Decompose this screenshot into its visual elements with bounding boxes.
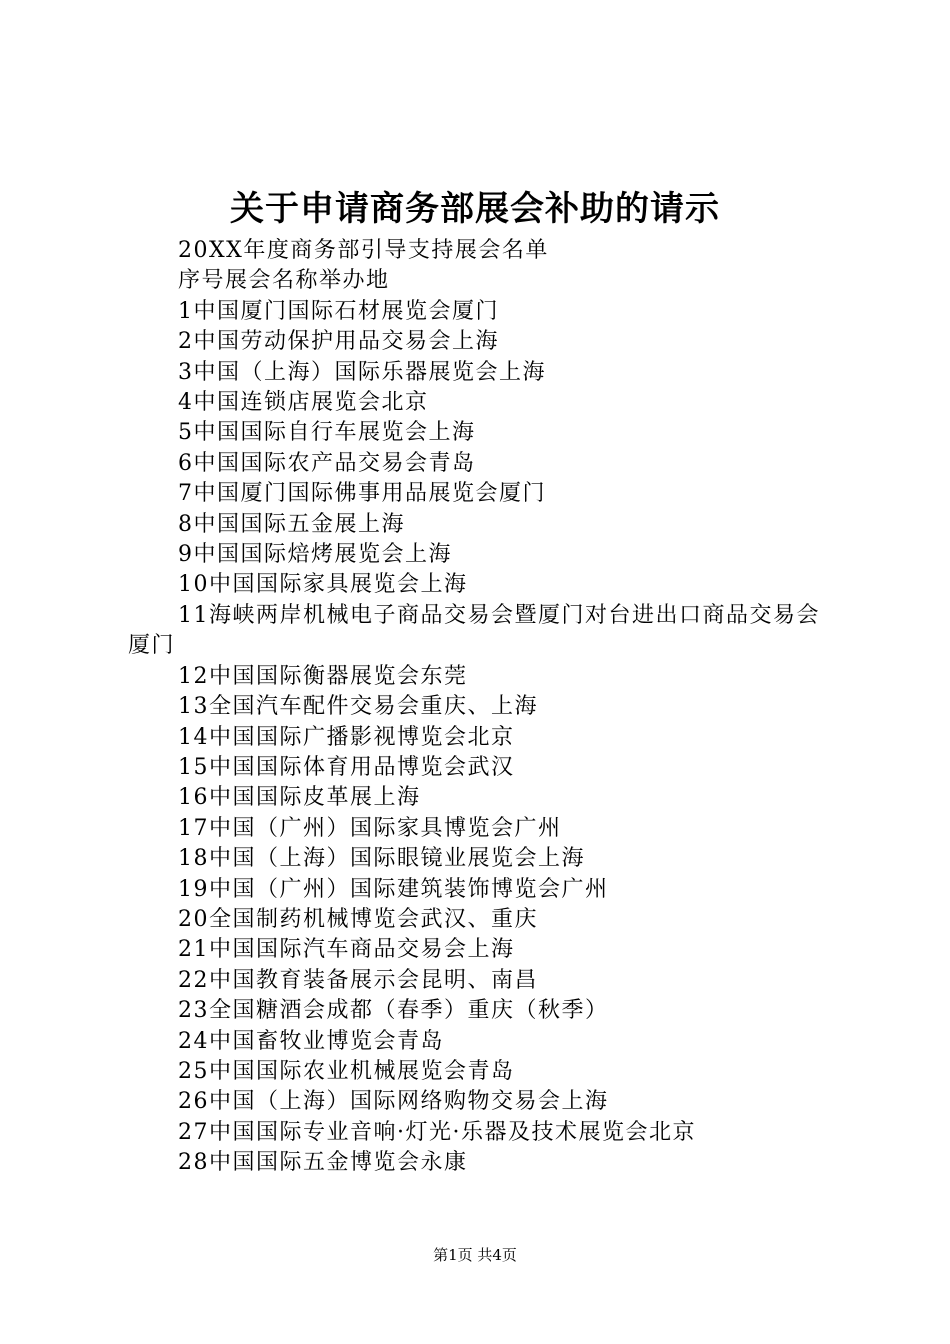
list-item: 13全国汽车配件交易会重庆、上海 (178, 694, 538, 720)
list-item: 28中国国际五金博览会永康 (178, 1150, 468, 1176)
list-item: 14中国国际广播影视博览会北京 (178, 724, 515, 750)
list-item: 26中国（上海）国际网络购物交易会上海 (178, 1089, 609, 1115)
page-footer: 第1页 共4页 (433, 1246, 517, 1264)
list-item: 19中国（广州）国际建筑装饰博览会广州 (178, 876, 609, 902)
list-item: 3中国（上海）国际乐器展览会上海 (178, 359, 546, 385)
list-item: 27中国国际专业音响·灯光·乐器及技术展览会北京 (178, 1119, 696, 1145)
list-item: 12中国国际衡器展览会东莞 (178, 663, 468, 689)
list-item: 11海峡两岸机械电子商品交易会暨厦门对台进出口商品交易会厦门 (128, 602, 820, 659)
list-item: 22中国教育装备展示会昆明、南昌 (178, 967, 538, 993)
list-item: 4中国连锁店展览会北京 (178, 390, 429, 416)
list-item: 18中国（上海）国际眼镜业展览会上海 (178, 846, 585, 872)
list-item: 24中国畜牧业博览会青岛 (178, 1028, 444, 1054)
list-item: 20XX年度商务部引导支持展会名单 (178, 238, 549, 263)
list-item: 1中国厦门国际石材展览会厦门 (178, 298, 499, 324)
list-item: 25中国国际农业机械展览会青岛 (178, 1058, 515, 1084)
list-item: 5中国国际自行车展览会上海 (178, 420, 476, 446)
list-item: 9中国国际焙烤展览会上海 (178, 542, 452, 568)
list-item: 15中国国际体育用品博览会武汉 (178, 754, 515, 780)
document-body (128, 236, 838, 1179)
list-item: 20全国制药机械博览会武汉、重庆 (178, 906, 538, 932)
list-item: 8中国国际五金展上海 (178, 511, 405, 537)
list-item: 16中国国际皮革展上海 (178, 785, 421, 811)
list-item: 序号展会名称举办地 (178, 268, 390, 294)
list-item: 21中国国际汽车商品交易会上海 (178, 937, 515, 963)
list-item: 10中国国际家具展览会上海 (178, 572, 468, 598)
document-title: 关于申请商务部展会补助的请示 (230, 189, 720, 229)
list-item: 6中国国际农产品交易会青岛 (178, 450, 476, 476)
list-item: 7中国厦门国际佛事用品展览会厦门 (178, 481, 546, 507)
list-item: 17中国（广州）国际家具博览会广州 (178, 815, 562, 841)
list-item: 2中国劳动保护用品交易会上海 (178, 329, 499, 355)
list-item: 23全国糖酒会成都（春季）重庆（秋季） (178, 998, 609, 1024)
